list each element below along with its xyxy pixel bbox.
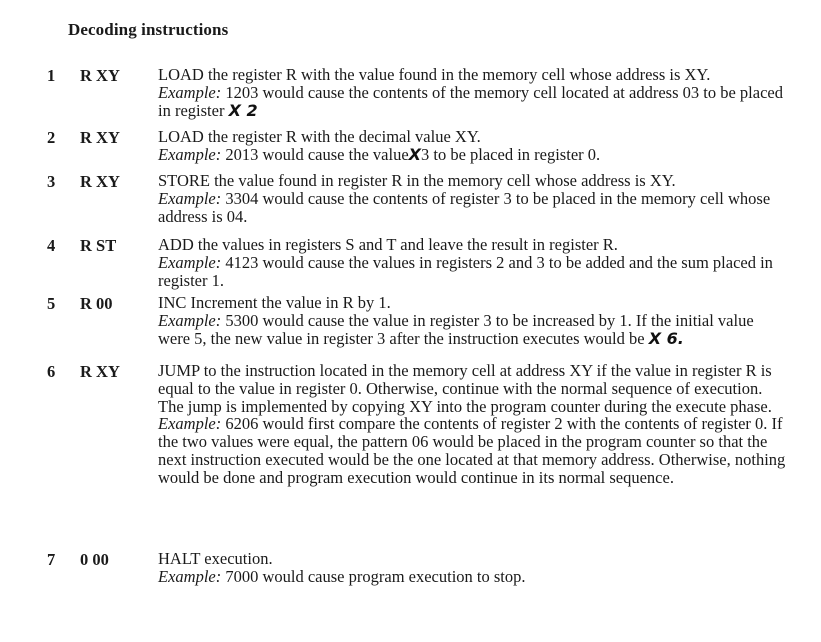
operands: 0 00 — [80, 550, 109, 569]
instruction-body — [158, 128, 788, 164]
example-label: Example: — [158, 310, 222, 330]
instruction-example — [158, 254, 788, 290]
instruction-body — [158, 550, 788, 586]
instruction-body — [158, 236, 788, 289]
instruction-example — [158, 146, 788, 164]
opcode: 3 — [47, 172, 56, 191]
instruction-body — [158, 66, 788, 119]
instruction-body — [158, 294, 788, 347]
example-label: Example: — [158, 82, 222, 102]
handwritten-annotation: X — [408, 144, 421, 164]
opcode: 1 — [47, 66, 56, 85]
example-text: 5300 would cause the value in register 3 to be increased by 1. If the initial value were 5, the new value in register 3 after the instruction executes would be — [158, 310, 754, 348]
opcode: 2 — [47, 128, 56, 147]
example-label: Example: — [158, 188, 222, 208]
example-label: Example: — [158, 144, 222, 164]
example-label: Example: — [158, 252, 222, 272]
example-text: 4123 would cause the values in registers 2 and 3 to be added and the sum placed in register 1. — [158, 252, 773, 290]
example-text: 6206 would first compare the contents of register 2 with the contents of register 0. If the two values were equal, the pattern 06 would be placed in the program counter so that the next instruction executed would be the one located at that memory address. Otherwise, nothing would be done and program execution would continue in its normal sequence. — [158, 414, 786, 487]
example-label: Example: — [158, 414, 222, 434]
handwritten-annotation: X 6. — [648, 328, 684, 348]
instruction-example — [158, 415, 788, 486]
instruction-description: INC Increment the value in R by 1. — [158, 293, 391, 312]
example-text: 2013 would cause the value — [225, 144, 409, 164]
operands: R ST — [80, 236, 117, 255]
instruction-example — [158, 190, 788, 226]
instruction-description: HALT execution. — [158, 549, 273, 568]
operands: R XY — [80, 128, 120, 147]
opcode: 6 — [47, 362, 56, 381]
instruction-example — [158, 312, 788, 348]
instruction-description: JUMP to the instruction located in the memory cell at address XY if the value in register R is equal to the value in register 0. Otherwise, continue with the normal sequence of execution. The jump is implemented by copying XY into the program counter during the execute phase. — [158, 361, 772, 416]
operands: R XY — [80, 362, 120, 381]
handwritten-annotation: X 2 — [228, 100, 258, 120]
instruction-body — [158, 172, 788, 225]
instruction-example — [158, 568, 788, 586]
page-title: Decoding instructions — [68, 20, 229, 39]
instruction-body — [158, 362, 788, 487]
instruction-description: LOAD the register R with the decimal value XY. — [158, 127, 481, 146]
example-text: 1203 would cause the contents of the memory cell located at address 03 to be placed in register — [158, 82, 783, 120]
opcode: 5 — [47, 294, 56, 313]
example-label: Example: — [158, 566, 222, 586]
example-text: 3304 would cause the contents of register 3 to be placed in the memory cell whose address is 04. — [158, 188, 771, 226]
instruction-description: ADD the values in registers S and T and leave the result in register R. — [158, 235, 618, 254]
operands: R XY — [80, 172, 120, 191]
instruction-description: STORE the value found in register R in the memory cell whose address is XY. — [158, 171, 676, 190]
opcode: 7 — [47, 550, 56, 569]
operands: R 00 — [80, 294, 113, 313]
example-text: 7000 would cause program execution to stop. — [225, 566, 526, 586]
instruction-example — [158, 84, 788, 120]
operands: R XY — [80, 66, 120, 85]
opcode: 4 — [47, 236, 56, 255]
instruction-description: LOAD the register R with the value found in the memory cell whose address is XY. — [158, 65, 711, 84]
example-text-continued: 3 to be placed in register 0. — [420, 144, 601, 164]
